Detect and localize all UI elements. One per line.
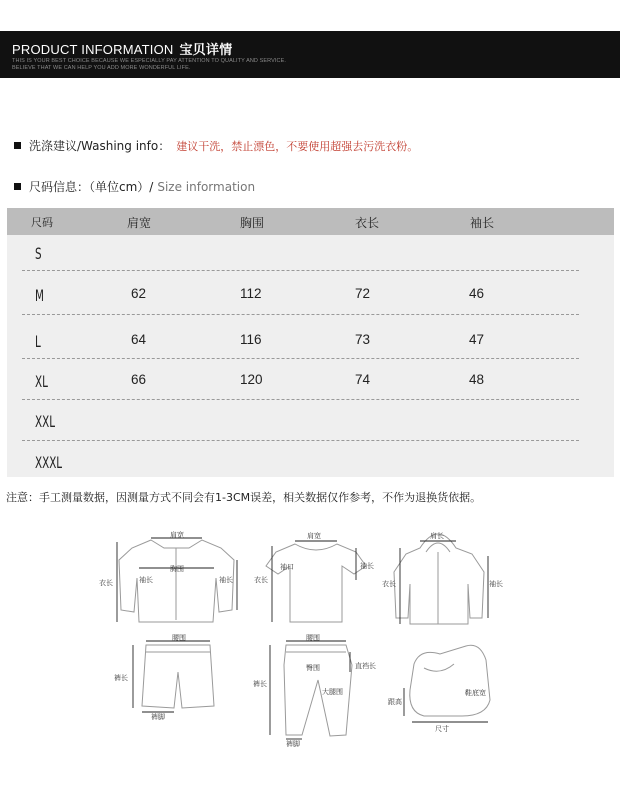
- tshirt-sleeve-label: 袖长: [360, 562, 374, 570]
- shirt-sleeve-label-right: 袖长: [219, 576, 233, 584]
- pants-thigh-label: 大腿围: [322, 688, 343, 696]
- tshirt-cuff-label: 袖口: [280, 563, 294, 571]
- size-info-label-cn: 尺码信息：（单位cm）/: [29, 180, 154, 194]
- sleeve-cell: 48: [469, 372, 485, 387]
- length-cell: 73: [355, 332, 371, 347]
- pants-length-label: 裤长: [253, 680, 267, 688]
- shirt-chest-label: 胸围: [170, 565, 184, 573]
- pants-hip-label: 臀围: [306, 664, 320, 672]
- header-length: 衣长: [355, 216, 380, 230]
- shorts-waist-label: 腰围: [172, 634, 186, 642]
- size-cell: XL: [35, 372, 48, 391]
- shoulder-cell: 64: [131, 332, 147, 347]
- washing-value: 建议干洗，禁止漂色，不要使用超强去污洗衣粉。: [176, 140, 419, 153]
- header-sleeve: 袖长: [470, 216, 495, 230]
- chest-cell: 112: [240, 286, 262, 301]
- measurement-note: 注意：手工测量数据，因测量方式不同会有1-3CM误差，相关数据仅作参考，不作为退换货依据。: [6, 491, 482, 504]
- shoe-width-label: 鞋底宽: [465, 689, 486, 697]
- length-cell: 72: [355, 286, 371, 301]
- header-title-cn: 宝贝详情: [179, 43, 233, 58]
- size-cell: L: [35, 332, 41, 351]
- hoodie-length-label: 衣长: [382, 580, 396, 588]
- shoulder-cell: 66: [131, 372, 147, 387]
- shoe-heel-label: 跟高: [388, 698, 402, 706]
- chest-cell: 120: [240, 372, 263, 387]
- washing-label: 洗涤建议/Washing info：: [29, 139, 171, 153]
- header-size: 尺码: [31, 216, 53, 229]
- sleeve-cell: 46: [469, 286, 485, 301]
- shoe-size-label: 尺寸: [435, 725, 449, 733]
- header-subtitle-2: BELIEVE THAT WE CAN HELP YOU ADD MORE WONDERFUL LIFE.: [12, 65, 191, 71]
- tshirt-length-label: 衣长: [254, 576, 268, 584]
- header-chest: 胸围: [240, 216, 265, 230]
- shorts-leg-label: 裤脚: [151, 713, 165, 721]
- shorts-diagram: [114, 633, 214, 721]
- pants-waist-label: 腰围: [306, 634, 320, 642]
- header-title-en: PRODUCT INFORMATION: [12, 42, 174, 57]
- shoulder-cell: 62: [131, 286, 147, 301]
- size-cell: XXL: [35, 412, 55, 431]
- size-cell: XXXL: [35, 453, 63, 472]
- shorts-length-label: 裤长: [114, 674, 128, 682]
- tshirt-diagram: [254, 531, 374, 622]
- tshirt-shoulder-label: 肩宽: [307, 532, 321, 540]
- hoodie-sleeve-label: 袖长: [489, 580, 503, 588]
- header-subtitle-1: THIS IS YOUR BEST CHOICE BECAUSE WE ESPECIALLY PAY ATTENTION TO QUALITY AND SERVICE.: [12, 58, 287, 64]
- pants-diagram: [253, 633, 376, 748]
- size-cell: M: [35, 286, 44, 305]
- pants-leg-label: 裤脚: [286, 740, 300, 748]
- shirt-diagram: [99, 530, 237, 622]
- size-info-label-en: Size information: [157, 180, 256, 194]
- size-cell: S: [35, 244, 42, 263]
- hoodie-diagram: [382, 531, 503, 624]
- chest-cell: 116: [240, 332, 262, 347]
- shirt-sleeve-label: 袖长: [139, 576, 153, 584]
- header-shoulder: 肩宽: [127, 216, 152, 230]
- shirt-length-label: 衣长: [99, 579, 113, 587]
- sleeve-cell: 47: [469, 332, 485, 347]
- shirt-shoulder-label: 肩宽: [170, 531, 184, 539]
- shoe-diagram: [388, 645, 490, 733]
- length-cell: 74: [355, 372, 371, 387]
- hoodie-shoulder-label: 肩长: [430, 532, 444, 540]
- pants-rise-label: 直裆长: [355, 662, 376, 670]
